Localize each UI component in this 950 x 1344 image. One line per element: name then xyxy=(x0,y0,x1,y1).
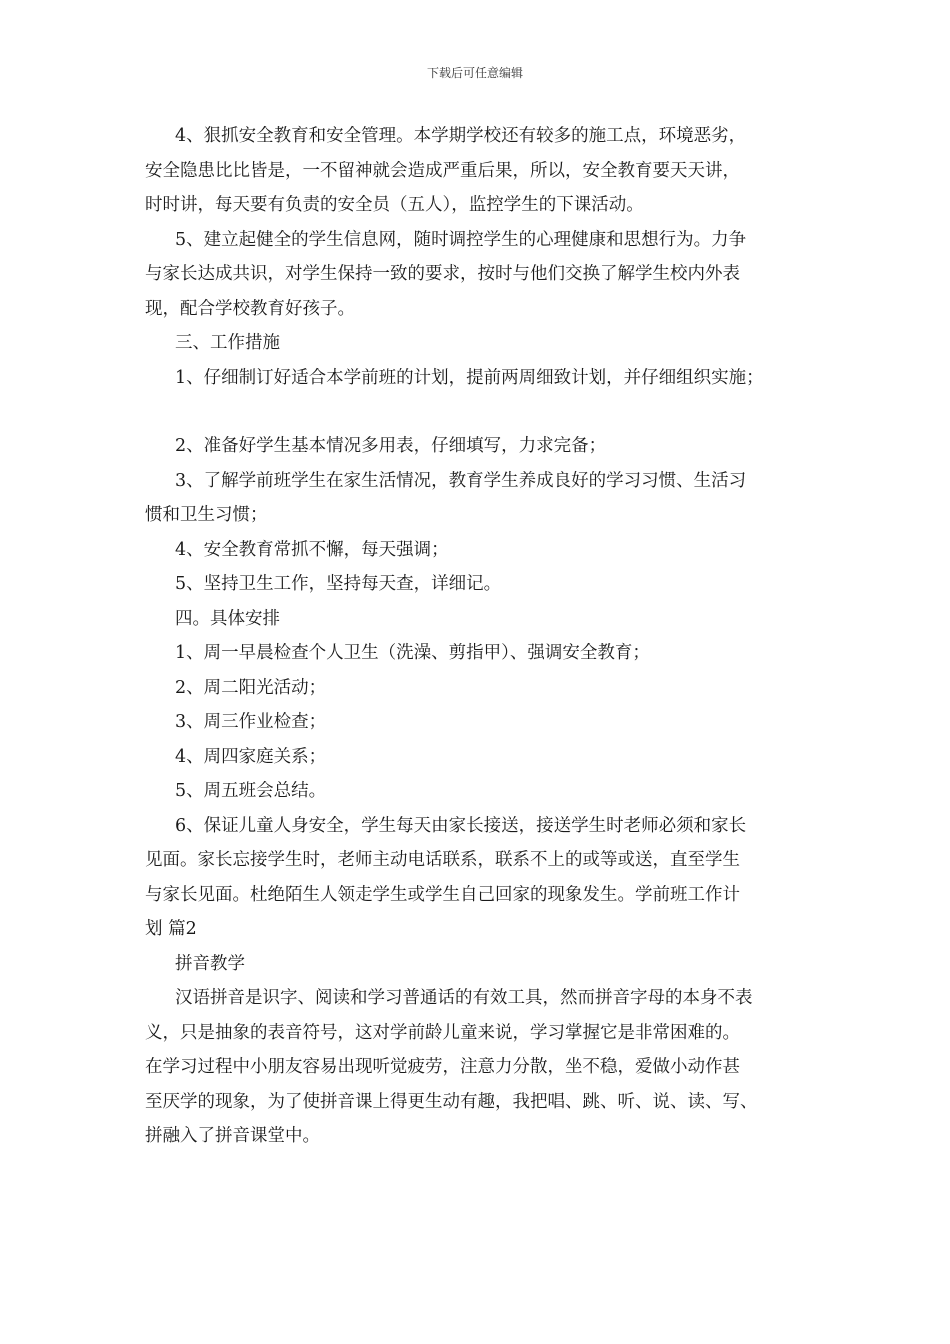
paragraph-line: 与家长见面。杜绝陌生人领走学生或学生自己回家的现象发生。学前班工作计 xyxy=(145,884,740,905)
paragraph-line: 5、坚持卫生工作，坚持每天查，详细记。 xyxy=(175,574,502,594)
paragraph-line: 拼融入了拼音课堂中。 xyxy=(145,1126,320,1146)
page-header: 下载后可任意编辑 xyxy=(426,66,523,80)
paragraph-line: 现，配合学校教育好孩子。 xyxy=(145,298,355,319)
paragraph-line: 1、仔细制订好适合本学前班的计划，提前两周细致计划，并仔细组织实施； xyxy=(175,367,764,388)
paragraph-line: 1、周一早晨检查个人卫生（洗澡、剪指甲）、强调安全教育； xyxy=(175,643,650,663)
paragraph-line: 汉语拼音是识字、阅读和学习普通话的有效工具，然而拼音字母的本身不表 xyxy=(175,988,753,1008)
paragraph-line: 与家长达成共识，对学生保持一致的要求，按时与他们交换了解学生校内外表 xyxy=(145,264,740,284)
section-heading: 三、工作措施 xyxy=(175,333,280,353)
paragraph-line: 2、准备好学生基本情况多用表，仔细填写，力求完备； xyxy=(175,436,607,456)
paragraph-line: 6、保证儿童人身安全，学生每天由家长接送，接送学生时老师必须和家长 xyxy=(175,815,747,836)
paragraph-line: 2、周二阳光活动； xyxy=(175,677,327,698)
paragraph-line: 4、周四家庭关系； xyxy=(175,746,327,767)
paragraph-line: 3、了解学前班学生在家生活情况，教育学生养成良好的学习习惯、生活习 xyxy=(175,470,747,491)
paragraph-line: 4、狠抓安全教育和安全管理。本学期学校还有较多的施工点，环境恶劣， xyxy=(175,126,747,146)
paragraph-line: 5、周五班会总结。 xyxy=(175,781,327,801)
paragraph-line: 安全隐患比比皆是，一不留神就会造成严重后果，所以，安全教育要天天讲， xyxy=(145,160,740,181)
paragraph-line: 义，只是抽象的表音符号，这对学前龄儿童来说，学习掌握它是非常困难的。 xyxy=(145,1022,740,1043)
paragraph-line: 3、周三作业检查； xyxy=(175,712,327,732)
blank-line xyxy=(145,395,825,429)
paragraph-line: 在学习过程中小朋友容易出现听觉疲劳，注意力分散，坐不稳，爱做小动作甚 xyxy=(145,1057,740,1077)
paragraph-line: 时时讲，每天要有负责的安全员（五人），监控学生的下课活动。 xyxy=(145,195,644,215)
section-heading: 拼音教学 xyxy=(175,953,245,974)
paragraph-line: 5、建立起健全的学生信息网，随时调控学生的心理健康和思想行为。力争 xyxy=(175,229,747,250)
paragraph-line: 惯和卫生习惯； xyxy=(145,505,268,525)
paragraph-line: 见面。家长忘接学生时，老师主动电话联系，联系不上的或等或送，直至学生 xyxy=(145,850,740,870)
paragraph-line: 划 篇2 xyxy=(145,919,197,939)
paragraph-line: 4、安全教育常抓不懈，每天强调； xyxy=(175,539,449,560)
paragraph-line: 至厌学的现象，为了使拼音课上得更生动有趣，我把唱、跳、听、说、读、写、 xyxy=(145,1091,758,1112)
section-heading: 四。具体安排 xyxy=(175,608,280,629)
document-body xyxy=(145,119,825,1154)
